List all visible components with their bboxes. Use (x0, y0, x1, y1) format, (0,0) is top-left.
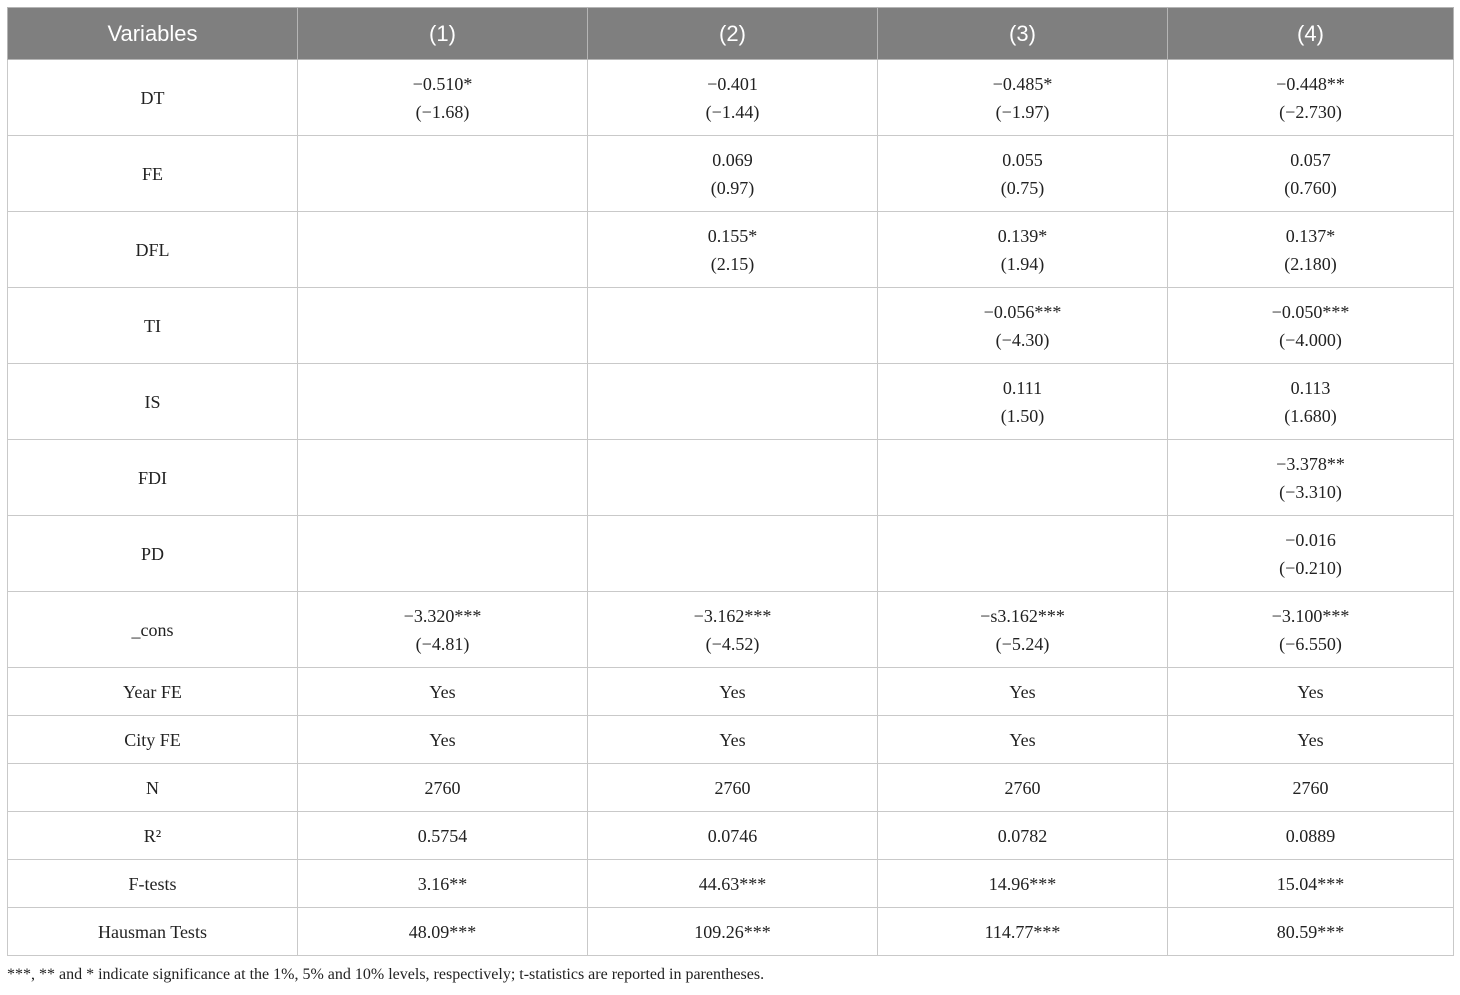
stat-cell: 2760 (588, 764, 878, 812)
variable-name: R² (8, 812, 298, 860)
t-statistic: (0.760) (1284, 177, 1337, 198)
variable-name: DT (8, 60, 298, 136)
stat-cell: Yes (878, 716, 1168, 764)
coef-cell (878, 136, 1168, 212)
stat-cell: 44.63*** (588, 860, 878, 908)
stat-cell: Yes (878, 668, 1168, 716)
coefficient: −s3.162*** (980, 605, 1065, 626)
coef-cell (878, 288, 1168, 364)
stat-cell: 3.16** (298, 860, 588, 908)
t-statistic: (−0.210) (1279, 557, 1342, 578)
coef-cell (588, 364, 878, 440)
t-statistic: (−1.68) (415, 101, 470, 122)
header-model-2: (2) (588, 8, 878, 60)
coefficient: 0.055 (1002, 149, 1043, 170)
coef-cell (878, 364, 1168, 440)
variable-name: FDI (8, 440, 298, 516)
table-row (8, 908, 1454, 956)
variable-name: DFL (8, 212, 298, 288)
stat-cell: 2760 (1168, 764, 1454, 812)
stat-cell: 0.5754 (298, 812, 588, 860)
variable-name: _cons (8, 592, 298, 668)
t-statistic: (−4.81) (415, 633, 470, 654)
coef-cell (1168, 440, 1454, 516)
coefficient: 0.137* (1285, 225, 1336, 246)
stat-cell: 0.0746 (588, 812, 878, 860)
coef-cell (298, 364, 588, 440)
coef-cell (298, 592, 588, 668)
coef-cell (588, 60, 878, 136)
stat-cell: Yes (1168, 716, 1454, 764)
stat-cell: Yes (588, 668, 878, 716)
coef-cell (298, 440, 588, 516)
table-row (8, 516, 1454, 592)
coefficient: −0.448** (1276, 73, 1345, 94)
coef-cell (298, 212, 588, 288)
t-statistic: (−1.97) (995, 101, 1050, 122)
coef-cell (298, 60, 588, 136)
coef-cell (588, 592, 878, 668)
table-row (8, 812, 1454, 860)
table-row (8, 364, 1454, 440)
coef-cell (1168, 60, 1454, 136)
stat-cell: 80.59*** (1168, 908, 1454, 956)
coef-cell (1168, 364, 1454, 440)
coefficient: −0.510* (412, 73, 473, 94)
coef-cell (878, 440, 1168, 516)
stat-cell: 2760 (878, 764, 1168, 812)
stat-cell: Yes (298, 668, 588, 716)
coefficient: 0.155* (707, 225, 758, 246)
coef-cell (1168, 288, 1454, 364)
coefficient: −3.100*** (1271, 605, 1350, 626)
coef-cell (878, 212, 1168, 288)
coefficient: 0.139* (997, 225, 1048, 246)
stat-cell: 0.0782 (878, 812, 1168, 860)
table-header (8, 8, 1454, 60)
stat-cell: 48.09*** (298, 908, 588, 956)
variable-name: N (8, 764, 298, 812)
t-statistic: (−4.000) (1279, 329, 1342, 350)
coef-cell (588, 288, 878, 364)
coefficient: 0.057 (1290, 149, 1331, 170)
coef-cell (588, 516, 878, 592)
stat-cell: 109.26*** (588, 908, 878, 956)
t-statistic: (−6.550) (1279, 633, 1342, 654)
t-statistic: (1.50) (1000, 405, 1045, 426)
coef-cell (298, 516, 588, 592)
header-model-4: (4) (1168, 8, 1454, 60)
t-statistic: (−4.52) (705, 633, 760, 654)
table-row (8, 212, 1454, 288)
table-body (8, 60, 1454, 956)
coefficient: −3.378** (1276, 453, 1345, 474)
stat-cell: 0.0889 (1168, 812, 1454, 860)
table-row (8, 136, 1454, 212)
table-row (8, 668, 1454, 716)
coefficient: −0.050*** (1271, 301, 1350, 322)
table-row (8, 60, 1454, 136)
coefficient: 0.111 (1002, 377, 1043, 398)
table-footnote: ***, ** and * indicate significance at the 1%, 5% and 10% levels, respectively; t-statistics are reported in parentheses. (7, 966, 765, 983)
table-row (8, 716, 1454, 764)
table-row (8, 592, 1454, 668)
variable-name: City FE (8, 716, 298, 764)
variable-name: Year FE (8, 668, 298, 716)
t-statistic: (−3.310) (1279, 481, 1342, 502)
t-statistic: (−2.730) (1279, 101, 1342, 122)
coef-cell (298, 288, 588, 364)
coefficient: −3.162*** (693, 605, 772, 626)
t-statistic: (−4.30) (995, 329, 1050, 350)
coef-cell (588, 440, 878, 516)
coefficient: 0.113 (1290, 377, 1331, 398)
header-model-3: (3) (878, 8, 1168, 60)
stat-cell: Yes (1168, 668, 1454, 716)
variable-name: IS (8, 364, 298, 440)
regression-table (7, 7, 1454, 956)
stat-cell: 2760 (298, 764, 588, 812)
table-row (8, 288, 1454, 364)
coefficient: 0.069 (712, 149, 753, 170)
coefficient: −0.401 (707, 73, 758, 94)
stat-cell: 15.04*** (1168, 860, 1454, 908)
variable-name: PD (8, 516, 298, 592)
stat-cell: 114.77*** (878, 908, 1168, 956)
coef-cell (588, 212, 878, 288)
table-row (8, 440, 1454, 516)
variable-name: TI (8, 288, 298, 364)
t-statistic: (1.94) (1000, 253, 1045, 274)
stat-cell: Yes (588, 716, 878, 764)
t-statistic: (−5.24) (995, 633, 1050, 654)
coef-cell (588, 136, 878, 212)
t-statistic: (2.15) (710, 253, 755, 274)
coef-cell (878, 60, 1168, 136)
header-model-1: (1) (298, 8, 588, 60)
t-statistic: (1.680) (1284, 405, 1337, 426)
coef-cell (1168, 592, 1454, 668)
table-row (8, 764, 1454, 812)
variable-name: FE (8, 136, 298, 212)
stat-cell: 14.96*** (878, 860, 1168, 908)
variable-name: F-tests (8, 860, 298, 908)
coef-cell (1168, 212, 1454, 288)
coef-cell (878, 516, 1168, 592)
stat-cell: Yes (298, 716, 588, 764)
coefficient: −0.056*** (983, 301, 1062, 322)
header-row (8, 8, 1454, 60)
header-variables: Variables (8, 8, 298, 60)
t-statistic: (2.180) (1284, 253, 1337, 274)
coef-cell (1168, 516, 1454, 592)
coefficient: −0.485* (992, 73, 1053, 94)
t-statistic: (−1.44) (705, 101, 760, 122)
coef-cell (298, 136, 588, 212)
t-statistic: (0.75) (1000, 177, 1045, 198)
coef-cell (878, 592, 1168, 668)
variable-name: Hausman Tests (8, 908, 298, 956)
table-row (8, 860, 1454, 908)
coefficient: −3.320*** (403, 605, 482, 626)
coefficient: −0.016 (1285, 529, 1336, 550)
coef-cell (1168, 136, 1454, 212)
t-statistic: (0.97) (710, 177, 755, 198)
